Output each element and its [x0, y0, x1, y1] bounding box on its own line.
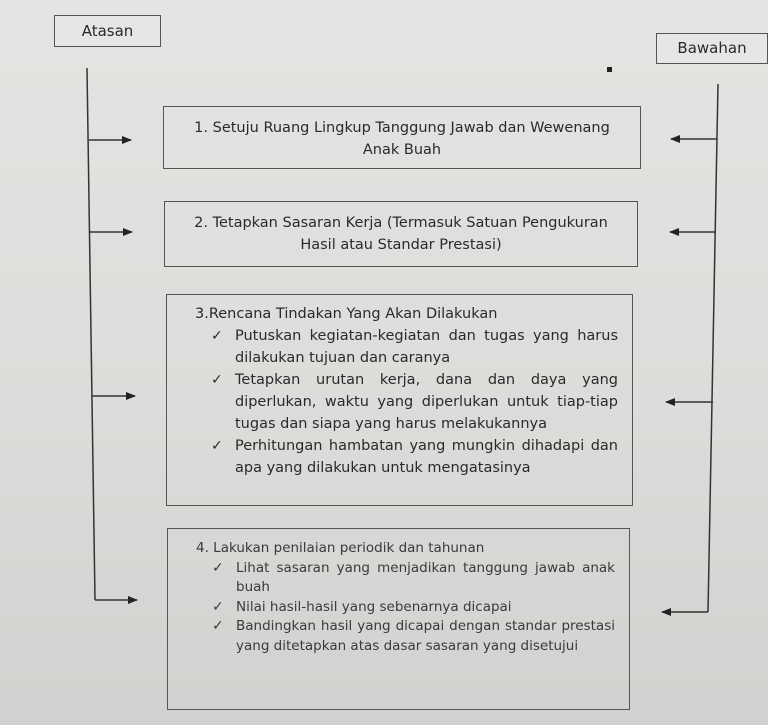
step-3-item — [195, 435, 618, 479]
step-3-item-text: Perhitungan hambatan yang mungkin dihadapi dan apa yang dilakukan untuk mengatasinya — [235, 438, 618, 476]
step-3-item-text: Putuskan kegiatan-kegiatan dan tugas yang harus dilakukan tujuan dan caranya — [235, 328, 618, 366]
step-2-box — [164, 201, 638, 267]
step-3-box — [166, 294, 633, 506]
check-icon: ✓ — [212, 618, 224, 634]
bawahan-label: Bawahan — [656, 33, 768, 64]
atasan-label: Atasan — [54, 15, 161, 47]
step-4-item — [196, 617, 615, 656]
step-4-item-text: Lihat sasaran yang menjadikan tanggung jawab anak buah — [236, 559, 615, 595]
check-icon: ✓ — [211, 372, 223, 388]
left-vertical-line — [87, 68, 95, 600]
step-3-item-text: Tetapkan urutan kerja, dana dan daya yang diperlukan, waktu yang diperlukan untuk tiap-tiap tugas dan siapa yang harus melakukannya — [235, 372, 618, 432]
step-1-box — [163, 106, 641, 169]
step-3-item — [195, 369, 618, 435]
right-vertical-line — [708, 84, 718, 612]
step-4-item-text: Nilai hasil-hasil yang sebenarnya dicapai — [236, 598, 512, 615]
step-1-title: 1. Setuju Ruang Lingkup Tanggung Jawab dan Wewenang Anak Buah — [194, 120, 610, 158]
check-icon: ✓ — [212, 559, 224, 576]
step-3-item — [195, 325, 618, 369]
step-4-item — [196, 559, 615, 598]
step-2-title: 2. Tetapkan Sasaran Kerja (Termasuk Satuan Pengukuran Hasil atau Standar Prestasi) — [194, 215, 608, 253]
step-4-title: 4. Lakukan penilaian periodik dan tahunan — [196, 540, 485, 556]
step-4-list — [196, 559, 615, 657]
check-icon: ✓ — [212, 598, 224, 615]
check-icon: ✓ — [211, 328, 223, 344]
step-3-title: 3.Rencana Tindakan Yang Akan Dilakukan — [195, 306, 498, 322]
check-icon: ✓ — [211, 438, 223, 454]
step-4-item-text: Bandingkan hasil yang dicapai dengan standar prestasi yang ditetapkan atas dasar sasaran yang disetujui — [236, 618, 615, 654]
stray-dot — [607, 67, 612, 72]
step-3-list — [195, 325, 618, 479]
step-4-box — [167, 528, 630, 710]
step-4-item — [196, 598, 615, 618]
